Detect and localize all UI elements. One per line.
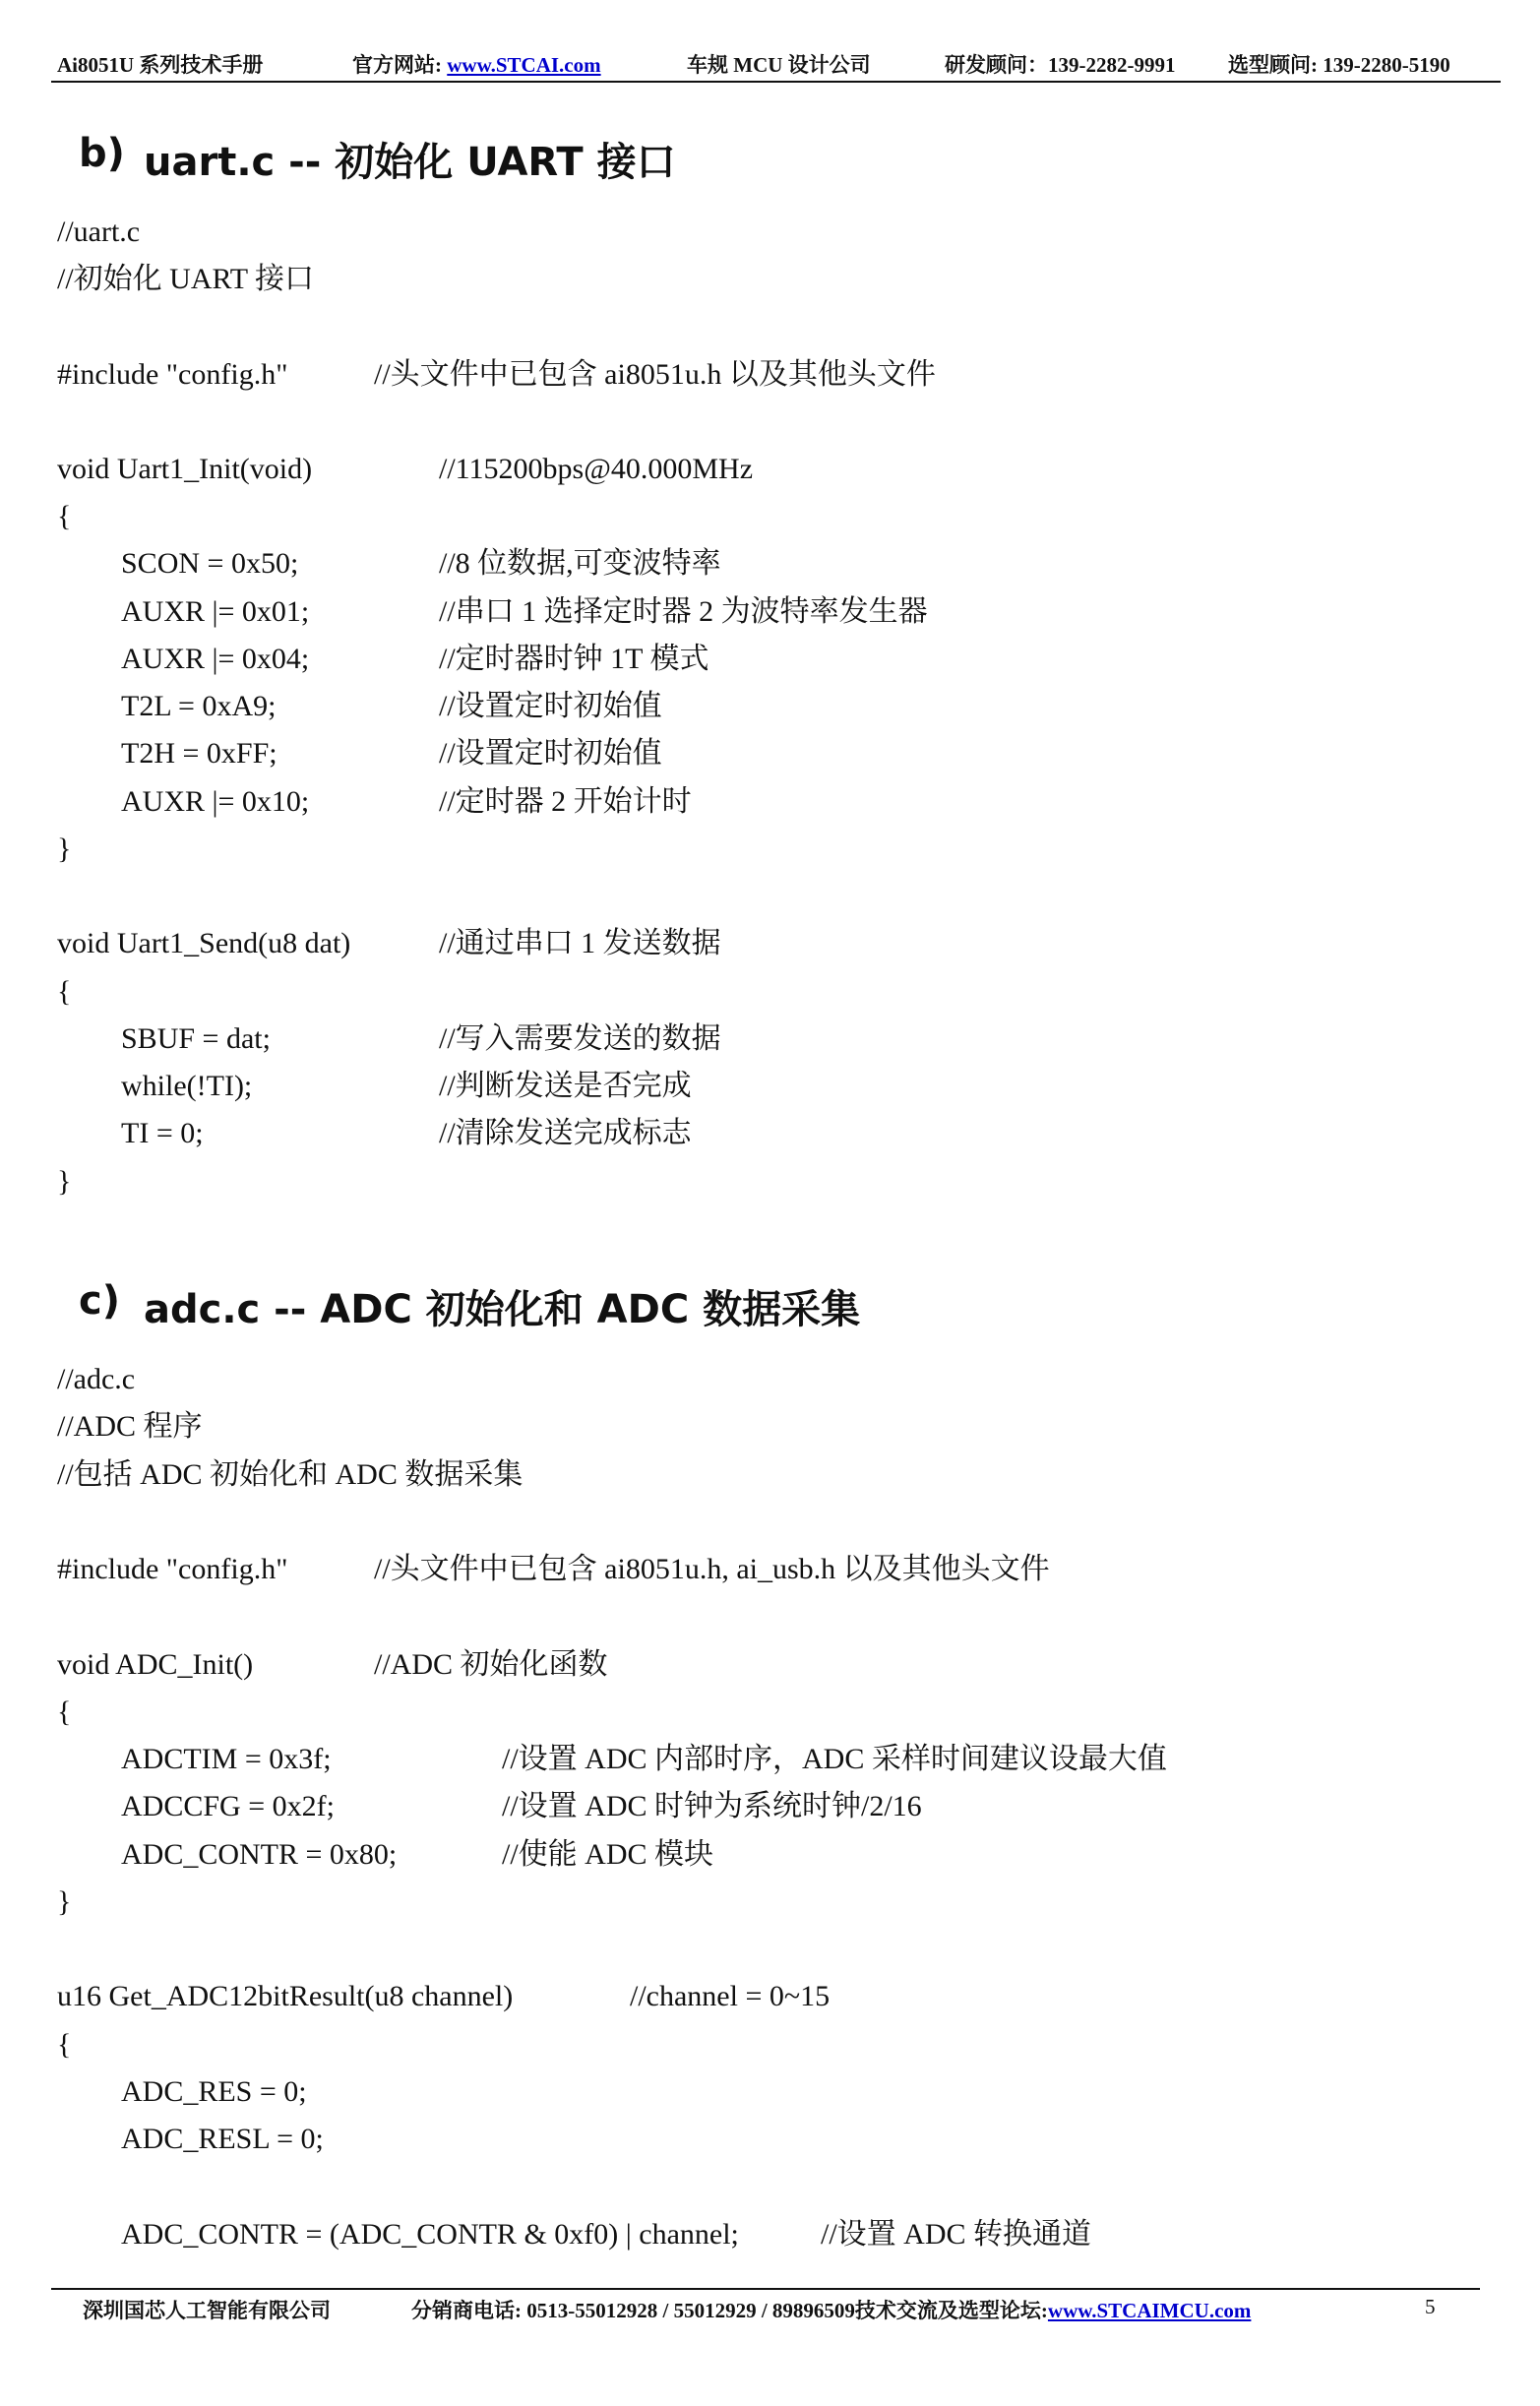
website-link[interactable]: www.STCAI.com — [447, 53, 601, 77]
code-text: #include "config.h" — [57, 1553, 288, 1585]
code-text: u16 Get_ADC12bitResult(u8 channel) — [57, 1980, 514, 2012]
code-text: { — [57, 2028, 72, 2061]
code-comment: //channel = 0~15 — [630, 1980, 831, 2012]
footer-company: 深圳国芯人工智能有限公司 — [83, 2299, 331, 2322]
code-text: ADC_RESL = 0; — [121, 2123, 324, 2155]
code-comment: //通过串口 1 发送数据 — [439, 927, 721, 959]
code-text: T2L = 0xA9; — [121, 690, 277, 722]
code-text: { — [57, 975, 72, 1008]
website-label: 官方网站: — [352, 53, 448, 77]
code-text: } — [57, 833, 72, 865]
footer-phone: 分销商电话: 0513-55012928 / 55012929 / 89896509技术交流及选型论坛: — [411, 2299, 1048, 2322]
code-text: //adc.c — [57, 1363, 136, 1395]
code-text: } — [57, 1165, 72, 1198]
code-text: void Uart1_Send(u8 dat) — [57, 927, 351, 959]
code-text: ADCCFG = 0x2f; — [121, 1790, 335, 1822]
code-text: while(!TI); — [121, 1070, 253, 1102]
code-text: ADC_RES = 0; — [121, 2075, 307, 2108]
code-text: AUXR |= 0x04; — [121, 643, 310, 675]
code-comment: //8 位数据,可变波特率 — [439, 547, 721, 580]
section-title: uart.c -- 初始化 UART 接口 — [144, 140, 676, 185]
section-label: c) — [79, 1278, 120, 1324]
website — [352, 49, 601, 79]
section-title: adc.c -- ADC 初始化和 ADC 数据采集 — [144, 1287, 861, 1332]
selection-contact: 选型顾问: 139-2280-5190 — [1228, 53, 1450, 77]
code-comment: //设置 ADC 转换通道 — [821, 2218, 1092, 2251]
code-text: { — [57, 500, 72, 532]
manual-title: Ai8051U 系列技术手册 — [57, 53, 264, 77]
footer-contact — [411, 2295, 1251, 2324]
code-comment: //定时器时钟 1T 模式 — [439, 643, 709, 675]
code-text: ADCTIM = 0x3f; — [121, 1743, 332, 1775]
code-text: AUXR |= 0x10; — [121, 785, 310, 818]
code-text: //uart.c — [57, 216, 141, 248]
page-footer — [83, 2295, 1460, 2326]
code-text: #include "config.h" — [57, 358, 288, 391]
section-label: b) — [79, 131, 125, 176]
page-header — [57, 49, 1484, 81]
code-comment: //定时器 2 开始计时 — [439, 785, 692, 818]
code-text: TI = 0; — [121, 1117, 204, 1149]
footer-rule — [51, 2288, 1480, 2290]
code-text: { — [57, 1696, 72, 1728]
code-comment: //设置定时初始值 — [439, 690, 662, 722]
code-text: T2H = 0xFF; — [121, 737, 277, 770]
code-comment: //使能 ADC 模块 — [502, 1838, 714, 1871]
code-text: //包括 ADC 初始化和 ADC 数据采集 — [57, 1458, 524, 1491]
forum-link[interactable]: www.STCAIMCU.com — [1047, 2299, 1252, 2322]
code-comment: //设置 ADC 内部时序，ADC 采样时间建议设最大值 — [502, 1743, 1167, 1775]
code-text: //ADC 程序 — [57, 1410, 203, 1443]
code-text: void Uart1_Init(void) — [57, 453, 313, 485]
code-comment: //设置 ADC 时钟为系统时钟/2/16 — [502, 1790, 922, 1822]
code-text: } — [57, 1885, 72, 1918]
code-comment: //头文件中已包含 ai8051u.h, ai_usb.h 以及其他头文件 — [374, 1553, 1050, 1585]
code-comment: //串口 1 选择定时器 2 为波特率发生器 — [439, 595, 928, 628]
code-text: SBUF = dat; — [121, 1022, 271, 1055]
code-comment: //115200bps@40.000MHz — [439, 453, 754, 485]
code-comment: //头文件中已包含 ai8051u.h 以及其他头文件 — [374, 358, 936, 391]
company-tagline: 车规 MCU 设计公司 — [687, 53, 871, 77]
code-comment: //判断发送是否完成 — [439, 1070, 692, 1102]
code-comment: //ADC 初始化函数 — [374, 1648, 608, 1681]
code-text: void ADC_Init() — [57, 1648, 254, 1681]
header-rule — [51, 81, 1501, 83]
code-text: ADC_CONTR = 0x80; — [121, 1838, 398, 1871]
rd-contact: 研发顾问：139-2282-9991 — [945, 53, 1176, 77]
code-text: AUXR |= 0x01; — [121, 595, 310, 628]
code-text: ADC_CONTR = (ADC_CONTR & 0xf0) | channel; — [121, 2218, 739, 2251]
code-text: SCON = 0x50; — [121, 547, 299, 580]
code-comment: //写入需要发送的数据 — [439, 1022, 721, 1055]
page-number: 5 — [1425, 2295, 1436, 2318]
code-comment: //清除发送完成标志 — [439, 1117, 692, 1149]
code-text: //初始化 UART 接口 — [57, 263, 314, 295]
code-comment: //设置定时初始值 — [439, 737, 662, 770]
